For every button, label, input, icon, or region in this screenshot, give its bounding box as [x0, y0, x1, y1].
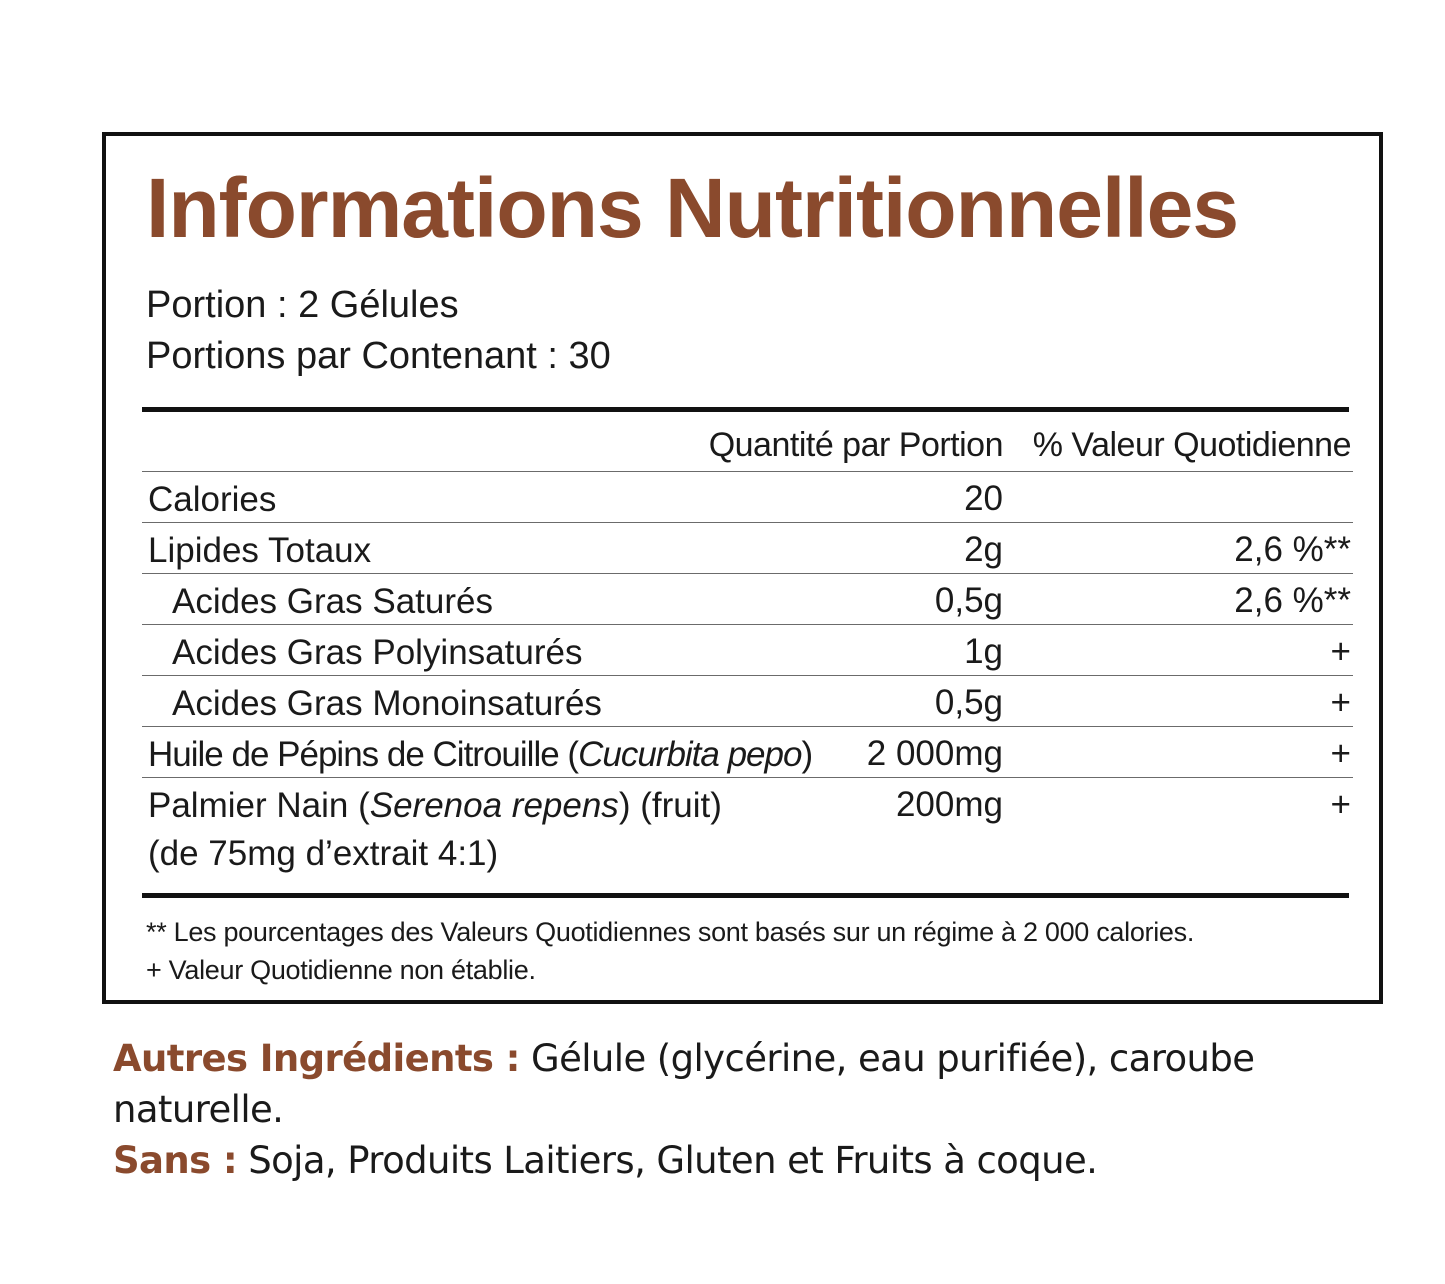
allergen-free-label: Sans : — [113, 1139, 238, 1183]
nutrient-name-suffix: ) (fruit) — [618, 786, 722, 825]
panel-title: Informations Nutritionnelles — [146, 161, 1239, 255]
nutrition-table — [142, 412, 1353, 886]
nutrient-extract-note: (de 75mg d’extrait 4:1) — [148, 834, 499, 873]
other-ingredients — [113, 1033, 1313, 1135]
servings-per-container: Portions par Contenant : 30 — [146, 335, 611, 377]
nutrient-name-prefix: Palmier Nain ( — [148, 786, 370, 825]
table-row — [142, 778, 1353, 886]
table-row — [142, 676, 1353, 727]
nutrient-name-prefix: Huile de Pépins de Citrouille ( — [148, 735, 579, 774]
allergen-free — [113, 1135, 1313, 1186]
nutrient-name: Acides Gras Monoinsaturés — [172, 684, 602, 723]
nutrient-name: Calories — [148, 480, 277, 519]
table-row — [142, 472, 1353, 523]
ingredients-section — [113, 1033, 1313, 1186]
nutrient-quantity: 2 000mg — [866, 734, 1003, 773]
nutrient-name-suffix: ) — [801, 735, 813, 774]
nutrient-quantity: 0,5g — [934, 683, 1003, 722]
footnote-daily-value: ** Les pourcentages des Valeurs Quotidiennes sont basés sur un régime à 2 000 calories. — [146, 917, 1195, 947]
nutrient-daily-value: 2,6 %** — [1234, 581, 1351, 620]
table-row — [142, 574, 1353, 625]
nutrient-quantity: 2g — [964, 530, 1003, 569]
latin-name: Serenoa repens — [369, 786, 619, 825]
nutrient-quantity: 1g — [964, 632, 1003, 671]
other-ingredients-label: Autres Ingrédients : — [113, 1037, 520, 1080]
table-row — [142, 625, 1353, 676]
table-row — [142, 727, 1353, 778]
nutrient-daily-value: + — [1330, 683, 1351, 722]
nutrient-daily-value: + — [1330, 734, 1351, 773]
nutrient-name: Lipides Totaux — [148, 531, 372, 570]
thick-divider-bottom — [142, 893, 1349, 898]
table-header-row — [142, 412, 1353, 472]
nutrient-quantity: 20 — [964, 479, 1003, 518]
footnote-not-established: + Valeur Quotidienne non établie. — [146, 955, 536, 986]
nutrient-quantity: 200mg — [895, 785, 1003, 824]
serving-size: Portion : 2 Gélules — [146, 284, 459, 326]
header-quantity: Quantité par Portion — [708, 426, 1003, 464]
nutrient-name — [148, 785, 722, 827]
nutrient-quantity: 0,5g — [934, 581, 1003, 620]
nutrient-daily-value: + — [1330, 785, 1351, 824]
footnotes — [146, 913, 1194, 990]
nutrition-facts-panel — [102, 132, 1383, 1004]
header-daily-value: % Valeur Quotidienne — [1032, 426, 1351, 464]
allergen-free-text: Soja, Produits Laitiers, Gluten et Fruits à coque. — [237, 1139, 1098, 1183]
nutrient-daily-value: + — [1330, 632, 1351, 671]
nutrient-name: Acides Gras Polyinsaturés — [172, 633, 583, 672]
nutrient-daily-value: 2,6 %** — [1234, 530, 1351, 569]
latin-name: Cucurbita pepo — [578, 735, 802, 774]
nutrient-name — [148, 734, 812, 776]
nutrient-name: Acides Gras Saturés — [172, 582, 493, 621]
other-ingredients-text: Gélule (glycérine, eau purifiée), caroube naturelle. — [113, 1037, 1255, 1132]
table-row — [142, 523, 1353, 574]
